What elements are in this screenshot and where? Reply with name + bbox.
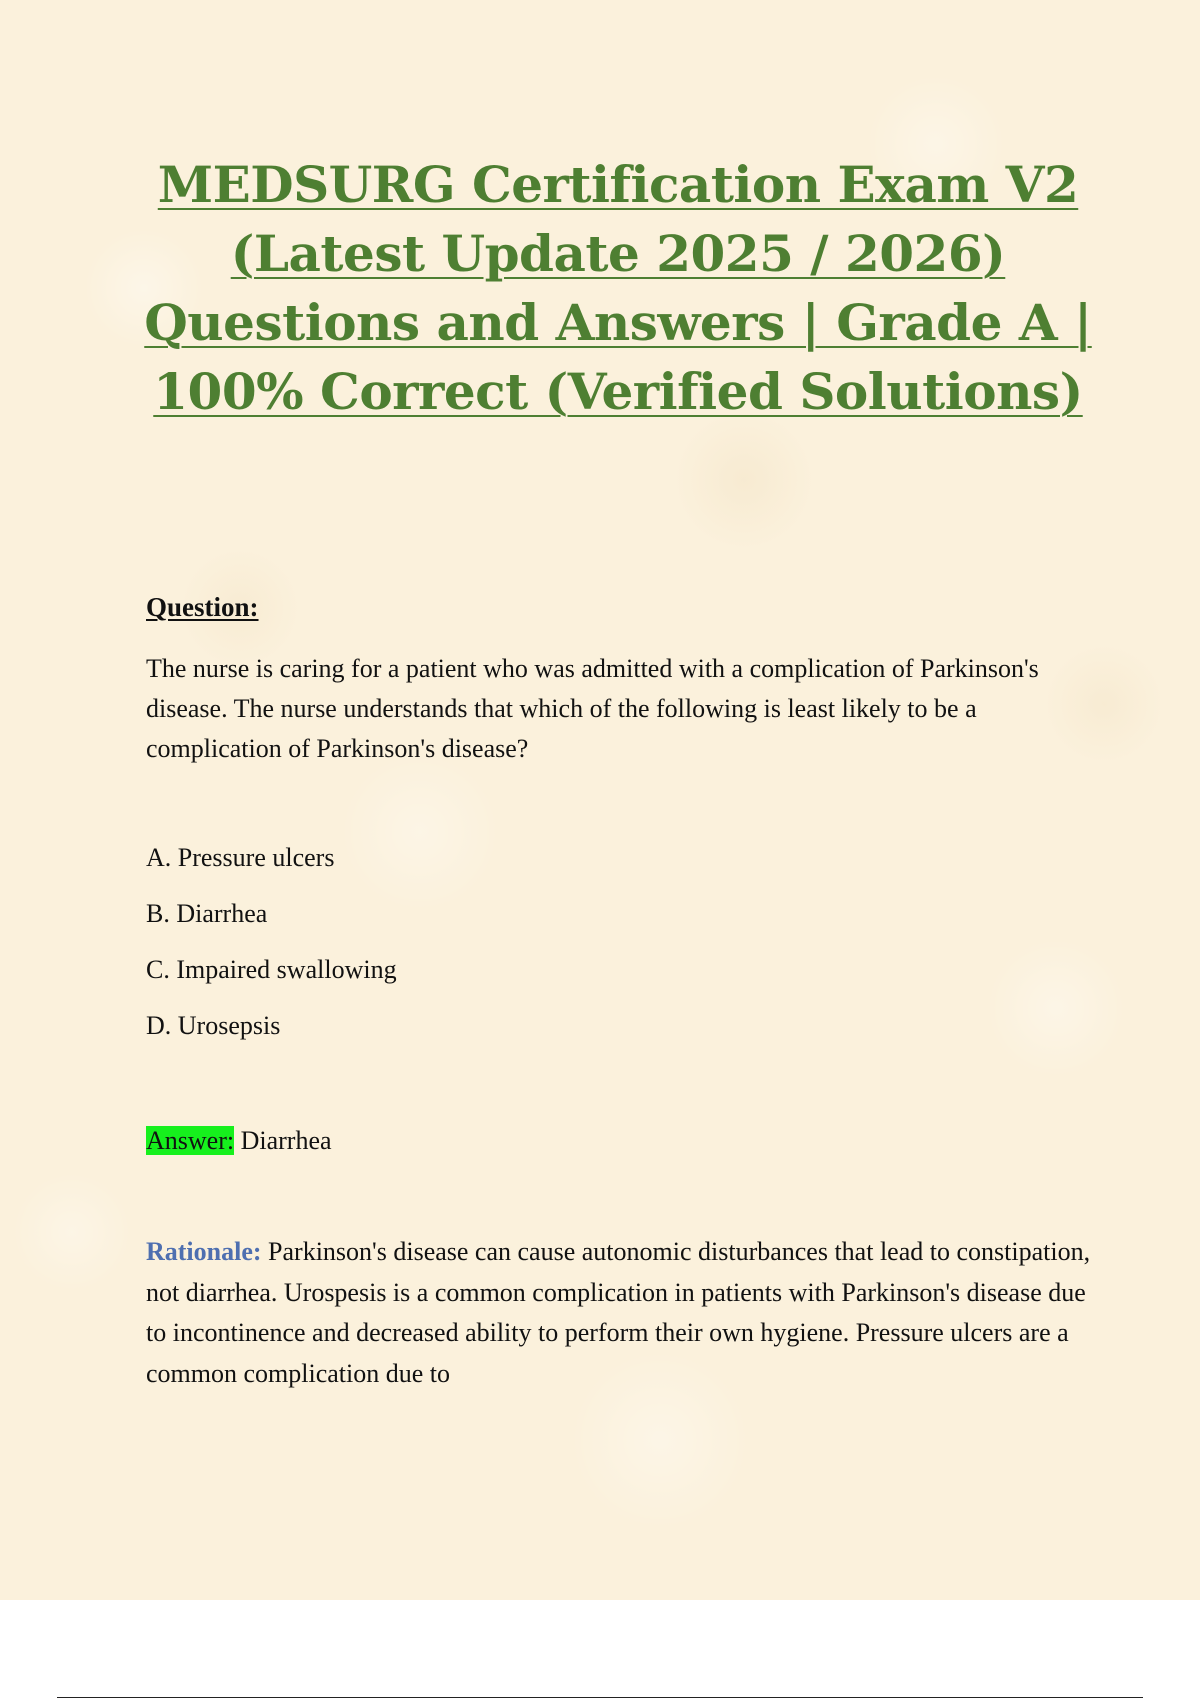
question-label: Question: [146,592,259,622]
question-text: The nurse is caring for a patient who was admitted with a complication of Parkinson's disease. The nurse understands that which of the following is least likely to be a complication of Parkinson's disease? [146,654,1039,763]
title-line-4: 100% Correct (Verified Solutions) [153,362,1083,421]
answer-options [146,838,397,1062]
title-line-2: (Latest Update 2025 / 2026) [230,224,1006,283]
option-a: A. Pressure ulcers [146,843,335,872]
answer-line [146,1121,332,1161]
rationale-text: Parkinson's disease can cause autonomic disturbances that lead to constipation, not diarrhea. Urospesis is a common complication in patients with Parkinson's disease due to incontinence and decreased ability to perform their own hygiene. Pressure ulcers are a common complication due to [146,1237,1091,1388]
rationale-label: Rationale: [146,1237,262,1266]
option-c: C. Impaired swallowing [146,955,397,984]
rationale-paragraph [146,1232,1106,1394]
answer-value: Diarrhea [234,1126,332,1155]
footer-divider [57,1697,1143,1698]
document-title [100,150,1136,426]
title-line-3: Questions and Answers | Grade A | [144,293,1092,352]
title-line-1: MEDSURG Certification Exam V2 [157,155,1079,214]
answer-label: Answer: [146,1126,235,1155]
option-d: D. Urosepsis [146,1011,281,1040]
option-b: B. Diarrhea [146,899,268,928]
